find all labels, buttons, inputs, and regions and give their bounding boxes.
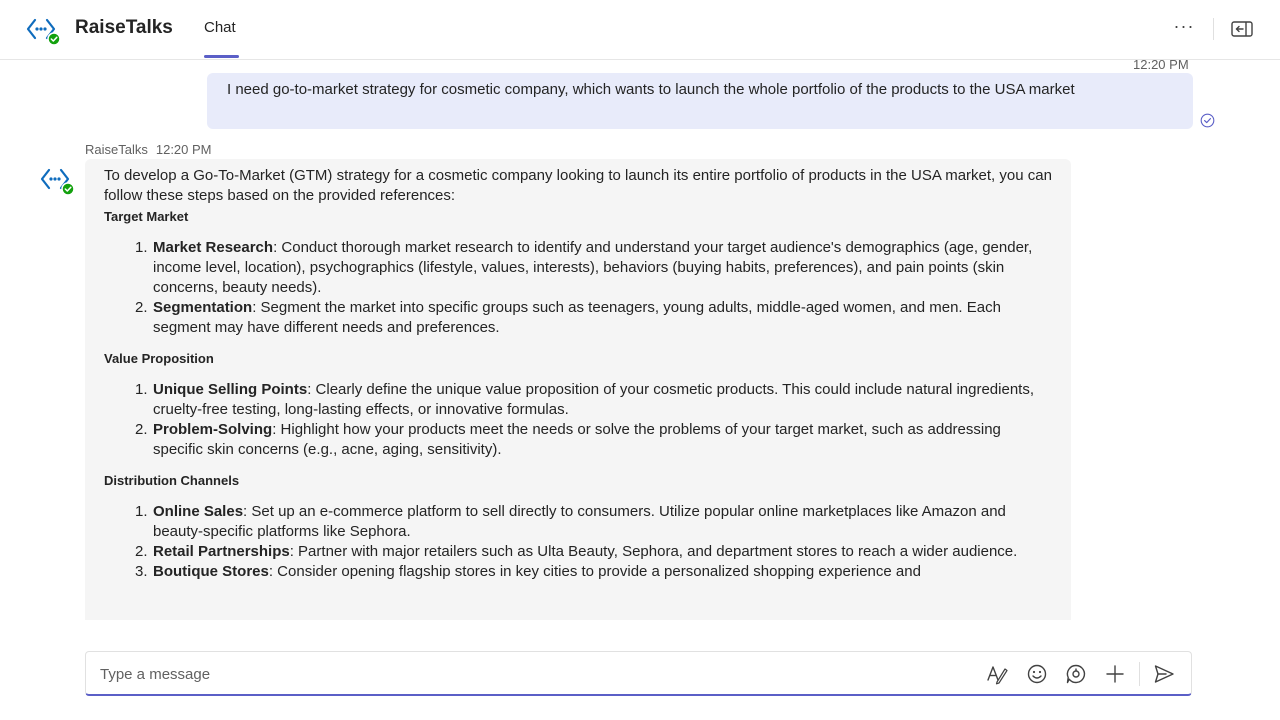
section-list bbox=[135, 238, 1052, 338]
list-item-title: Boutique Stores bbox=[153, 563, 269, 580]
header-divider bbox=[1213, 18, 1214, 40]
section-list bbox=[135, 380, 1052, 460]
tab-chat[interactable]: Chat bbox=[204, 19, 236, 36]
list-item-text: : Set up an e-commerce platform to sell directly to consumers. Utilize popular online marketplaces like Amazon and beauty-specific platforms like Sephora. bbox=[153, 503, 1006, 540]
list-item-number: 1. bbox=[135, 239, 148, 256]
list-item-title: Retail Partnerships bbox=[153, 543, 290, 560]
list-item-number: 2. bbox=[135, 421, 148, 438]
section-heading: Distribution Channels bbox=[104, 473, 240, 488]
list-item bbox=[135, 420, 1052, 460]
list-item-title: Online Sales bbox=[153, 503, 244, 520]
raisetalks-logo-icon bbox=[26, 16, 62, 46]
list-item bbox=[135, 298, 1052, 338]
list-item bbox=[135, 502, 1052, 542]
app-header bbox=[0, 0, 1280, 60]
list-item-number: 1. bbox=[135, 381, 148, 398]
user-message-bubble[interactable]: I need go-to-market strategy for cosmetic company, which wants to launch the whole portfolio of the products to the USA market bbox=[207, 73, 1193, 129]
section-heading: Target Market bbox=[104, 209, 189, 224]
bot-message-bubble[interactable] bbox=[85, 159, 1071, 620]
list-item-text: : Clearly define the unique value proposition of your cosmetic products. This could include natural ingredients, cruelty-free testing, long-lasting effects, or innovative formulas. bbox=[153, 381, 1034, 418]
message-composer bbox=[85, 651, 1192, 696]
list-item-number: 1. bbox=[135, 503, 148, 520]
bot-sender-name: RaiseTalks bbox=[85, 142, 148, 157]
list-item bbox=[135, 542, 1052, 562]
user-message-time: 12:20 PM bbox=[1133, 60, 1189, 72]
section-list bbox=[135, 502, 1052, 582]
attach-plus-icon[interactable] bbox=[1104, 663, 1126, 685]
list-item-text: : Highlight how your products meet the needs or solve the problems of your target market, such as addressing specific skin concerns (e.g., acne, aging, sensitivity). bbox=[153, 421, 1001, 458]
list-item-number: 2. bbox=[135, 543, 148, 560]
list-item-text: : Segment the market into specific groups such as teenagers, young adults, middle-aged women, and men. Each segment may have different needs and preferences. bbox=[153, 299, 1001, 336]
list-item-text: : Conduct thorough market research to identify and understand your target audience's demographics (age, gender, income level, location), psychographics (lifestyle, values, interests), behaviors (buying habits, preferences), and pain points (skin concerns, beauty needs). bbox=[153, 239, 1033, 296]
list-item-text: : Partner with major retailers such as Ulta Beauty, Sephora, and department stores to reach a wider audience. bbox=[289, 543, 1018, 560]
list-item-title: Market Research bbox=[153, 239, 274, 256]
bot-intro-text: To develop a Go-To-Market (GTM) strategy for a cosmetic company looking to launch its entire portfolio of products in the USA market, you can follow these steps based on the provided references: bbox=[104, 167, 1052, 204]
section-heading: Value Proposition bbox=[104, 351, 214, 366]
list-item-text: : Consider opening flagship stores in key cities to provide a personalized shopping experience and bbox=[268, 563, 921, 580]
available-status-icon bbox=[48, 33, 60, 45]
chat-area[interactable] bbox=[0, 60, 1280, 620]
list-item bbox=[135, 238, 1052, 298]
bot-message-meta bbox=[85, 142, 212, 157]
list-item-title: Problem-Solving bbox=[153, 421, 273, 438]
loop-icon[interactable] bbox=[1065, 663, 1087, 685]
format-icon[interactable] bbox=[986, 663, 1008, 685]
emoji-icon[interactable] bbox=[1026, 663, 1048, 685]
bot-message-time: 12:20 PM bbox=[155, 142, 212, 157]
message-input[interactable] bbox=[100, 662, 960, 686]
bot-avatar-icon bbox=[40, 166, 76, 196]
list-item-number: 3. bbox=[135, 563, 148, 580]
composer-divider bbox=[1139, 662, 1140, 686]
list-item bbox=[135, 380, 1052, 420]
list-item-title: Unique Selling Points bbox=[153, 381, 308, 398]
list-item bbox=[135, 562, 1052, 582]
list-item-number: 2. bbox=[135, 299, 148, 316]
more-options-icon[interactable]: ··· bbox=[1173, 16, 1195, 36]
active-tab-indicator bbox=[204, 55, 239, 58]
popout-icon[interactable] bbox=[1229, 16, 1255, 42]
app-title: RaiseTalks bbox=[75, 17, 173, 38]
send-icon[interactable] bbox=[1153, 663, 1175, 685]
list-item-title: Segmentation bbox=[153, 299, 253, 316]
read-receipt-icon bbox=[1200, 113, 1215, 128]
